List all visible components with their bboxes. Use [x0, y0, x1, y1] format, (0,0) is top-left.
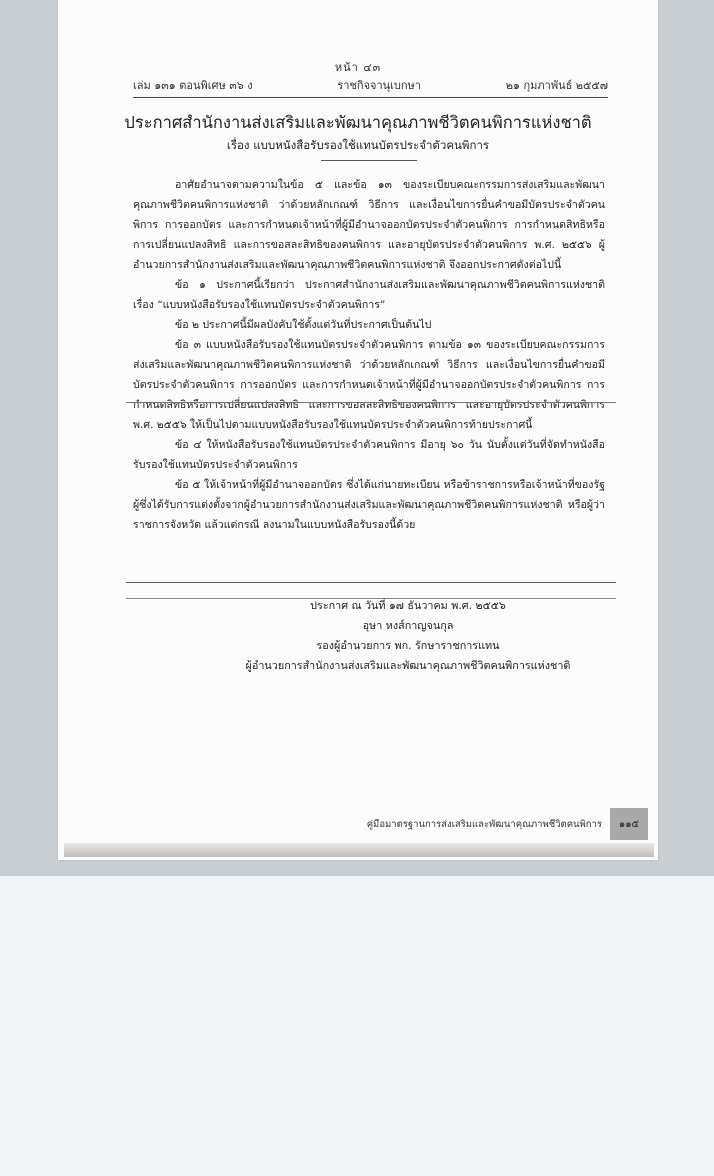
gazette-date: ๒๑ กุมภาพันธ์ ๒๕๕๗	[505, 79, 608, 92]
signature-block	[208, 596, 608, 676]
announcement-subject: เรื่อง แบบหนังสือรับรองใช้แทนบัตรประจำตัวคนพิการ	[226, 138, 490, 152]
signatory-position: ผู้อำนวยการสำนักงานส่งเสริมและพัฒนาคุณภาพชีวิตคนพิการแห่งชาติ	[245, 659, 571, 672]
announcement-title: ประกาศสำนักงานส่งเสริมและพัฒนาคุณภาพชีวิตคนพิการแห่งชาติ	[124, 113, 592, 132]
paragraph-clause-3: ข้อ ๓ แบบหนังสือรับรองใช้แทนบัตรประจำตัวคนพิการ ตามข้อ ๑๓ ของระเบียบคณะกรรมการส่งเสริมและพัฒนาคุณภาพชีวิตคนพิการแห่งชาติ ว่าด้วยหลักเกณฑ์ วิธีการ และเงื่อนไขการยื่นคำขอมีบัตรประจำตัวคนพิการ การออกบัตร และการกำหนดเจ้าหน้าที่ผู้มีอำนาจออกบัตรประจำตัวคนพิการ การกำหนดสิทธิหรือการเปลี่ยนแปลงสิทธิ และการขอสละสิทธิของคนพิการ และอายุบัตรประจำตัวคนพิการ พ.ศ. ๒๕๕๖ ให้เป็นไปตามแบบหนังสือรับรองใช้แทนบัตรประจำตัวคนพิการท้ายประกาศนี้	[133, 339, 605, 431]
separator-line	[126, 582, 616, 583]
scan-line	[126, 402, 616, 403]
gazette-publication: ราชกิจจานุเบกษา	[337, 79, 421, 92]
title-divider	[321, 160, 417, 161]
announcement-body	[133, 175, 605, 535]
gazette-page-number: หน้า ๔๓	[334, 61, 382, 74]
paragraph-preamble: อาศัยอำนาจตามความในข้อ ๕ และข้อ ๑๓ ของระเบียบคณะกรรมการส่งเสริมและพัฒนาคุณภาพชีวิตคนพิการแห่งชาติ ว่าด้วยหลักเกณฑ์ วิธีการ และเงื่อนไขการยื่นคำขอมีบัตรประจำตัวคนพิการ การออกบัตร และการกำหนดเจ้าหน้าที่ผู้มีอำนาจออกบัตรประจำตัวคนพิการ การกำหนดสิทธิหรือการเปลี่ยนแปลงสิทธิ และการขอสละสิทธิของคนพิการ และอายุบัตรประจำตัวคนพิการ พ.ศ. ๒๕๕๖ ผู้อำนวยการสำนักงานส่งเสริมและพัฒนาคุณภาพชีวิตคนพิการแห่งชาติ จึงออกประกาศดังต่อไปนี้	[133, 179, 605, 271]
footer-page-number: ๑๑๕	[610, 808, 648, 840]
document-page	[58, 0, 658, 860]
signatory-acting-title: รองผู้อำนวยการ พก. รักษาราชการแทน	[316, 639, 500, 652]
announced-date: ประกาศ ณ วันที่ ๑๗ ธันวาคม พ.ศ. ๒๕๕๖	[310, 599, 506, 612]
gazette-volume: เล่ม ๑๓๑ ตอนพิเศษ ๓๖ ง	[133, 79, 253, 92]
page-edge-shadow	[64, 843, 654, 857]
manual-footer-title: คู่มือมาตรฐานการส่งเสริมและพัฒนาคุณภาพชีวิตคนพิการ	[366, 819, 602, 830]
gazette-header	[133, 76, 608, 98]
paragraph-clause-1: ข้อ ๑ ประกาศนี้เรียกว่า ประกาศสำนักงานส่งเสริมและพัฒนาคุณภาพชีวิตคนพิการแห่งชาติ เรื่อง “แบบหนังสือรับรองใช้แทนบัตรประจำตัวคนพิการ”	[133, 279, 605, 311]
paragraph-clause-2: ข้อ ๒ ประกาศนี้มีผลบังคับใช้ตั้งแต่วันที่ประกาศเป็นต้นไป	[175, 319, 432, 331]
paragraph-clause-4: ข้อ ๔ ให้หนังสือรับรองใช้แทนบัตรประจำตัวคนพิการ มีอายุ ๖๐ วัน นับตั้งแต่วันที่จัดทำหนังสือรับรองใช้แทนบัตรประจำตัวคนพิการ	[133, 439, 605, 471]
signatory-name: อุษา หงส์กาญจนกุล	[362, 619, 454, 632]
paragraph-clause-5: ข้อ ๕ ให้เจ้าหน้าที่ผู้มีอำนาจออกบัตร ซึ่งได้แก่นายทะเบียน หรือข้าราชการหรือเจ้าหน้าที่ของรัฐผู้ซึ่งได้รับการแต่งตั้งจากผู้อำนวยการสำนักงานส่งเสริมและพัฒนาคุณภาพชีวิตคนพิการแห่งชาติ หรือผู้ว่าราชการจังหวัด แล้วแต่กรณี ลงนามในแบบหนังสือรับรองนี้ด้วย	[133, 479, 605, 531]
